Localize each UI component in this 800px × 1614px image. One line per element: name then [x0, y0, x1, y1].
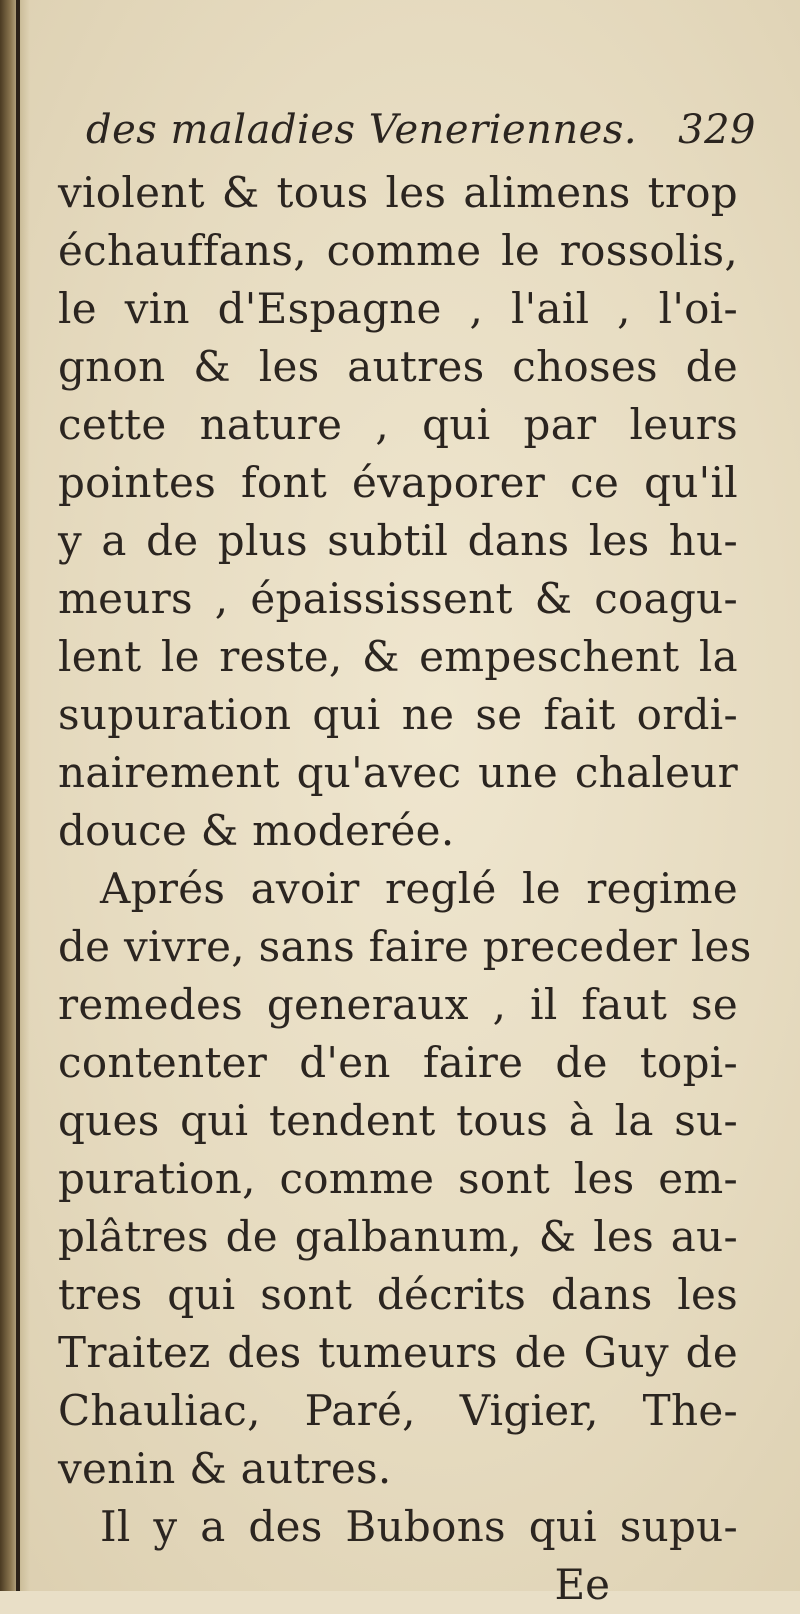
- text-line: de vivre, sans faire preceder les: [58, 922, 752, 971]
- page-header: [58, 96, 756, 164]
- text-line: pointes font évaporer ce qu'il: [58, 458, 738, 507]
- binding-edge: [16, 0, 20, 1591]
- text-line: Chauliac, Paré, Vigier, The-: [58, 1386, 738, 1435]
- text-line: nairement qu'avec une chaleur: [58, 748, 738, 797]
- text-line: supuration qui ne se fait ordi-: [58, 690, 738, 739]
- running-head: des maladies Veneriennes.: [86, 107, 638, 153]
- text-line: venin & autres.: [58, 1444, 392, 1493]
- text-line: violent & tous les alimens trop: [58, 168, 738, 217]
- text-line: puration, comme sont les em-: [58, 1154, 738, 1203]
- text-line: y a de plus subtil dans les hu-: [58, 516, 738, 565]
- catchword-row: [58, 1556, 738, 1614]
- text-line: le vin d'Espagne , l'ail , l'oi-: [58, 284, 738, 333]
- text-line: contenter d'en faire de topi-: [58, 1038, 738, 1087]
- text-line: gnon & les autres choses de: [58, 342, 738, 391]
- text-line: tres qui sont décrits dans les: [58, 1270, 738, 1319]
- binding-shadow: [0, 0, 30, 1591]
- text-line: lent le reste, & empeschent la: [58, 632, 738, 681]
- paragraph-start-line: Aprés avoir reglé le regime: [100, 864, 738, 913]
- text-line: douce & moderée.: [58, 806, 455, 855]
- text-line: Traitez des tumeurs de Guy de: [58, 1328, 738, 1377]
- catchword: Ee: [554, 1560, 610, 1609]
- text-line: ques qui tendent tous à la su-: [58, 1096, 738, 1145]
- text-block: [58, 96, 756, 1614]
- text-line: meurs , épaississent & coagu-: [58, 574, 738, 623]
- text-line: plâtres de galbanum, & les au-: [58, 1212, 738, 1261]
- text-line: échauffans, comme le rossolis,: [58, 226, 738, 275]
- page-number: 329: [678, 107, 756, 153]
- paragraph-start-line: Il y a des Bubons qui supu-: [100, 1502, 738, 1551]
- text-line: remedes generaux , il faut se: [58, 980, 738, 1029]
- text-line: cette nature , qui par leurs: [58, 400, 738, 449]
